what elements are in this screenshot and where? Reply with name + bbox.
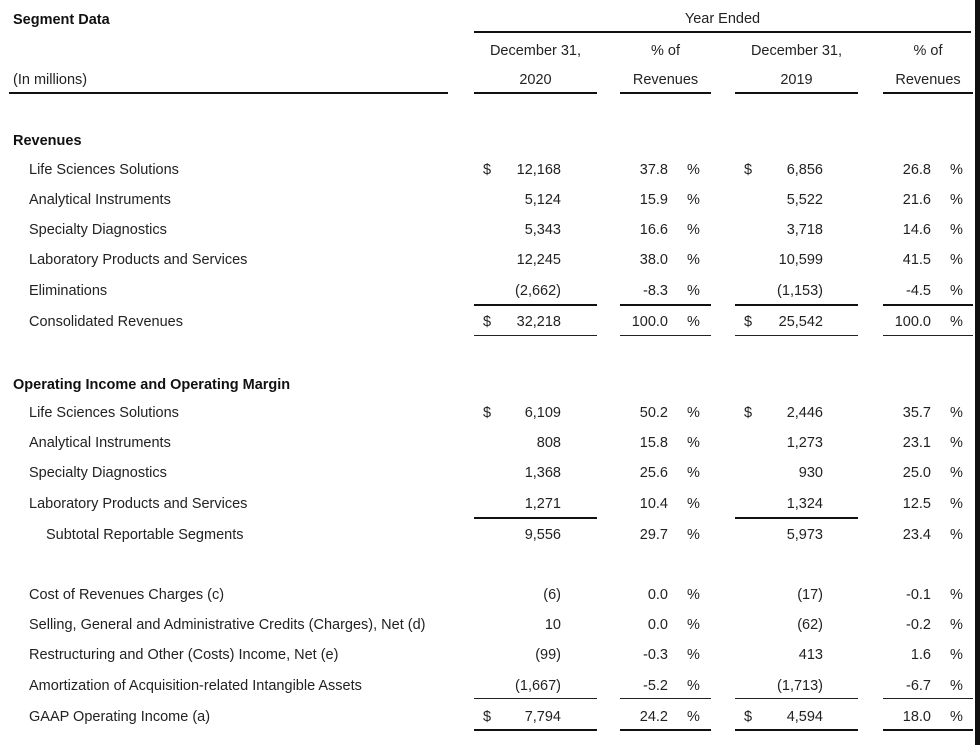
pct-of-revenues-2019: 23.1 — [902, 435, 931, 451]
pct-of-revenues-2019: -6.7 — [906, 678, 931, 694]
value-2020: (2,662) — [515, 283, 561, 299]
percent-sign-2019: % — [950, 314, 963, 330]
row-label: Consolidated Revenues — [29, 314, 183, 330]
pct-of-revenues-2019: 23.4 — [902, 527, 931, 543]
pct-of-revenues-2020: 38.0 — [639, 252, 668, 268]
value-2020: 5,343 — [524, 222, 561, 238]
pct-of-revenues-2020: 15.9 — [639, 192, 668, 208]
percent-sign-2020: % — [687, 192, 700, 208]
total-rule-2020 — [474, 335, 597, 336]
pct-of-revenues-2020: 15.8 — [639, 435, 668, 451]
percent-sign-2019: % — [950, 435, 963, 451]
percent-sign-2020: % — [687, 587, 700, 603]
value-2019: 4,594 — [786, 709, 823, 725]
pct-of-revenues-2019: -0.1 — [906, 587, 931, 603]
value-2019: 930 — [798, 465, 823, 481]
row-label: Subtotal Reportable Segments — [46, 527, 244, 543]
header-underline-label — [9, 92, 448, 94]
value-2020: 808 — [536, 435, 561, 451]
row-label: Analytical Instruments — [29, 435, 171, 451]
units-label: (In millions) — [13, 72, 88, 88]
value-2020: 12,245 — [516, 252, 561, 268]
col-underline-pct2019 — [883, 92, 973, 94]
year-ended-header: Year Ended — [684, 11, 761, 27]
value-2019: (17) — [797, 587, 823, 603]
value-2020: 10 — [544, 617, 561, 633]
percent-sign-2020: % — [687, 496, 700, 512]
dollar-sign-2019: $ — [744, 405, 753, 421]
value-2019: 413 — [798, 647, 823, 663]
total-rule-pct2019 — [883, 304, 973, 306]
row-label: Specialty Diagnostics — [29, 465, 167, 481]
percent-sign-2019: % — [950, 678, 963, 694]
total-rule-2020 — [474, 698, 597, 699]
percent-sign-2020: % — [687, 222, 700, 238]
pct-of-revenues-2019: 26.8 — [902, 162, 931, 178]
percent-sign-2020: % — [687, 405, 700, 421]
percent-sign-2019: % — [950, 496, 963, 512]
value-2019: (1,713) — [777, 678, 823, 694]
total-rule-2020 — [474, 517, 597, 519]
value-2020: 5,124 — [524, 192, 561, 208]
page-edge-border — [975, 0, 980, 745]
section-title-operating-income: Operating Income and Operating Margin — [13, 377, 291, 393]
percent-sign-2020: % — [687, 465, 700, 481]
percent-sign-2019: % — [950, 465, 963, 481]
total-rule-pct2019 — [883, 335, 973, 336]
row-label: Life Sciences Solutions — [29, 162, 179, 178]
total-rule-pct2020 — [620, 698, 711, 699]
dollar-sign-2020: $ — [483, 405, 492, 421]
pct-of-revenues-2019: 21.6 — [902, 192, 931, 208]
pct-of-revenues-2020: 50.2 — [639, 405, 668, 421]
value-2019: 5,522 — [786, 192, 823, 208]
value-2020: 32,218 — [516, 314, 561, 330]
pct-of-revenues-2020: 25.6 — [639, 465, 668, 481]
col-underline-2020 — [474, 92, 597, 94]
total-rule-2019 — [735, 729, 858, 731]
percent-sign-2020: % — [687, 678, 700, 694]
total-rule-2020 — [474, 729, 597, 731]
value-2019: 25,542 — [778, 314, 823, 330]
pct-of-revenues-2020: 24.2 — [639, 709, 668, 725]
pct-of-revenues-2019: -4.5 — [906, 283, 931, 299]
pct-of-revenues-2019: 1.6 — [910, 647, 931, 663]
row-label: Amortization of Acquisition-related Intangible Assets — [29, 678, 362, 694]
col-header-pct2019-line2: Revenues — [895, 72, 961, 88]
percent-sign-2020: % — [687, 617, 700, 633]
dollar-sign-2020: $ — [483, 314, 492, 330]
pct-of-revenues-2019: 25.0 — [902, 465, 931, 481]
percent-sign-2020: % — [687, 252, 700, 268]
value-2020: (6) — [543, 587, 561, 603]
percent-sign-2020: % — [687, 527, 700, 543]
value-2020: 1,368 — [524, 465, 561, 481]
value-2019: 3,718 — [786, 222, 823, 238]
row-label: GAAP Operating Income (a) — [29, 709, 211, 725]
value-2020: 1,271 — [524, 496, 561, 512]
percent-sign-2019: % — [950, 162, 963, 178]
pct-of-revenues-2019: 12.5 — [902, 496, 931, 512]
col-header-pct2020-line2: Revenues — [632, 72, 699, 88]
value-2019: 5,973 — [786, 527, 823, 543]
total-rule-2019 — [735, 304, 858, 306]
value-2020: (1,667) — [515, 678, 561, 694]
percent-sign-2019: % — [950, 283, 963, 299]
percent-sign-2019: % — [950, 709, 963, 725]
percent-sign-2019: % — [950, 405, 963, 421]
pct-of-revenues-2019: 18.0 — [902, 709, 931, 725]
pct-of-revenues-2019: 100.0 — [894, 314, 931, 330]
col-underline-pct2020 — [620, 92, 711, 94]
row-label: Laboratory Products and Services — [29, 252, 248, 268]
value-2019: 2,446 — [786, 405, 823, 421]
value-2020: 7,794 — [524, 709, 561, 725]
percent-sign-2020: % — [687, 709, 700, 725]
row-label: Restructuring and Other (Costs) Income, Net (e) — [29, 647, 339, 663]
value-2020: 12,168 — [516, 162, 561, 178]
dollar-sign-2020: $ — [483, 709, 492, 725]
total-rule-2019 — [735, 517, 858, 519]
col-header-pct2020-line1: % of — [650, 43, 680, 59]
pct-of-revenues-2019: 41.5 — [902, 252, 931, 268]
percent-sign-2020: % — [687, 435, 700, 451]
pct-of-revenues-2020: 0.0 — [647, 587, 668, 603]
value-2019: (62) — [797, 617, 823, 633]
pct-of-revenues-2019: 14.6 — [902, 222, 931, 238]
dollar-sign-2020: $ — [483, 162, 492, 178]
col-underline-2019 — [735, 92, 858, 94]
value-2019: 1,273 — [786, 435, 823, 451]
pct-of-revenues-2020: 100.0 — [631, 314, 668, 330]
value-2020: (99) — [535, 647, 561, 663]
value-2019: (1,153) — [777, 283, 823, 299]
row-label: Laboratory Products and Services — [29, 496, 248, 512]
pct-of-revenues-2020: -0.3 — [643, 647, 668, 663]
year-ended-underline — [474, 31, 971, 33]
percent-sign-2019: % — [950, 192, 963, 208]
percent-sign-2019: % — [950, 252, 963, 268]
col-header-2020-line2: 2020 — [519, 72, 552, 88]
pct-of-revenues-2020: 0.0 — [647, 617, 668, 633]
row-label: Specialty Diagnostics — [29, 222, 167, 238]
percent-sign-2020: % — [687, 647, 700, 663]
pct-of-revenues-2019: 35.7 — [902, 405, 931, 421]
pct-of-revenues-2020: -5.2 — [643, 678, 668, 694]
total-rule-2020 — [474, 304, 597, 306]
percent-sign-2019: % — [950, 222, 963, 238]
value-2020: 6,109 — [524, 405, 561, 421]
value-2019: 6,856 — [786, 162, 823, 178]
table-title: Segment Data — [13, 12, 110, 28]
total-rule-pct2019 — [883, 729, 973, 731]
pct-of-revenues-2020: 29.7 — [639, 527, 668, 543]
pct-of-revenues-2020: 10.4 — [639, 496, 668, 512]
col-header-pct2019-line1: % of — [913, 43, 943, 59]
col-header-2019-line1: December 31, — [750, 43, 843, 59]
value-2019: 1,324 — [786, 496, 823, 512]
section-title-revenues: Revenues — [13, 133, 82, 149]
percent-sign-2020: % — [687, 283, 700, 299]
row-label: Selling, General and Administrative Credits (Charges), Net (d) — [29, 617, 426, 633]
total-rule-2019 — [735, 698, 858, 699]
total-rule-2019 — [735, 335, 858, 336]
percent-sign-2020: % — [687, 314, 700, 330]
pct-of-revenues-2019: -0.2 — [906, 617, 931, 633]
pct-of-revenues-2020: 16.6 — [639, 222, 668, 238]
dollar-sign-2019: $ — [744, 314, 753, 330]
row-label: Eliminations — [29, 283, 108, 299]
dollar-sign-2019: $ — [744, 162, 753, 178]
dollar-sign-2019: $ — [744, 709, 753, 725]
pct-of-revenues-2020: -8.3 — [643, 283, 668, 299]
total-rule-pct2020 — [620, 304, 711, 306]
value-2019: 10,599 — [778, 252, 823, 268]
percent-sign-2019: % — [950, 527, 963, 543]
percent-sign-2019: % — [950, 617, 963, 633]
total-rule-pct2020 — [620, 335, 711, 336]
percent-sign-2019: % — [950, 647, 963, 663]
pct-of-revenues-2020: 37.8 — [639, 162, 668, 178]
percent-sign-2020: % — [687, 162, 700, 178]
row-label: Life Sciences Solutions — [29, 405, 179, 421]
total-rule-pct2019 — [883, 698, 973, 699]
row-label: Analytical Instruments — [29, 192, 171, 208]
col-header-2019-line2: 2019 — [780, 72, 813, 88]
total-rule-pct2020 — [620, 729, 711, 731]
value-2020: 9,556 — [524, 527, 561, 543]
percent-sign-2019: % — [950, 587, 963, 603]
row-label: Cost of Revenues Charges (c) — [29, 587, 225, 603]
col-header-2020-line1: December 31, — [489, 43, 582, 59]
